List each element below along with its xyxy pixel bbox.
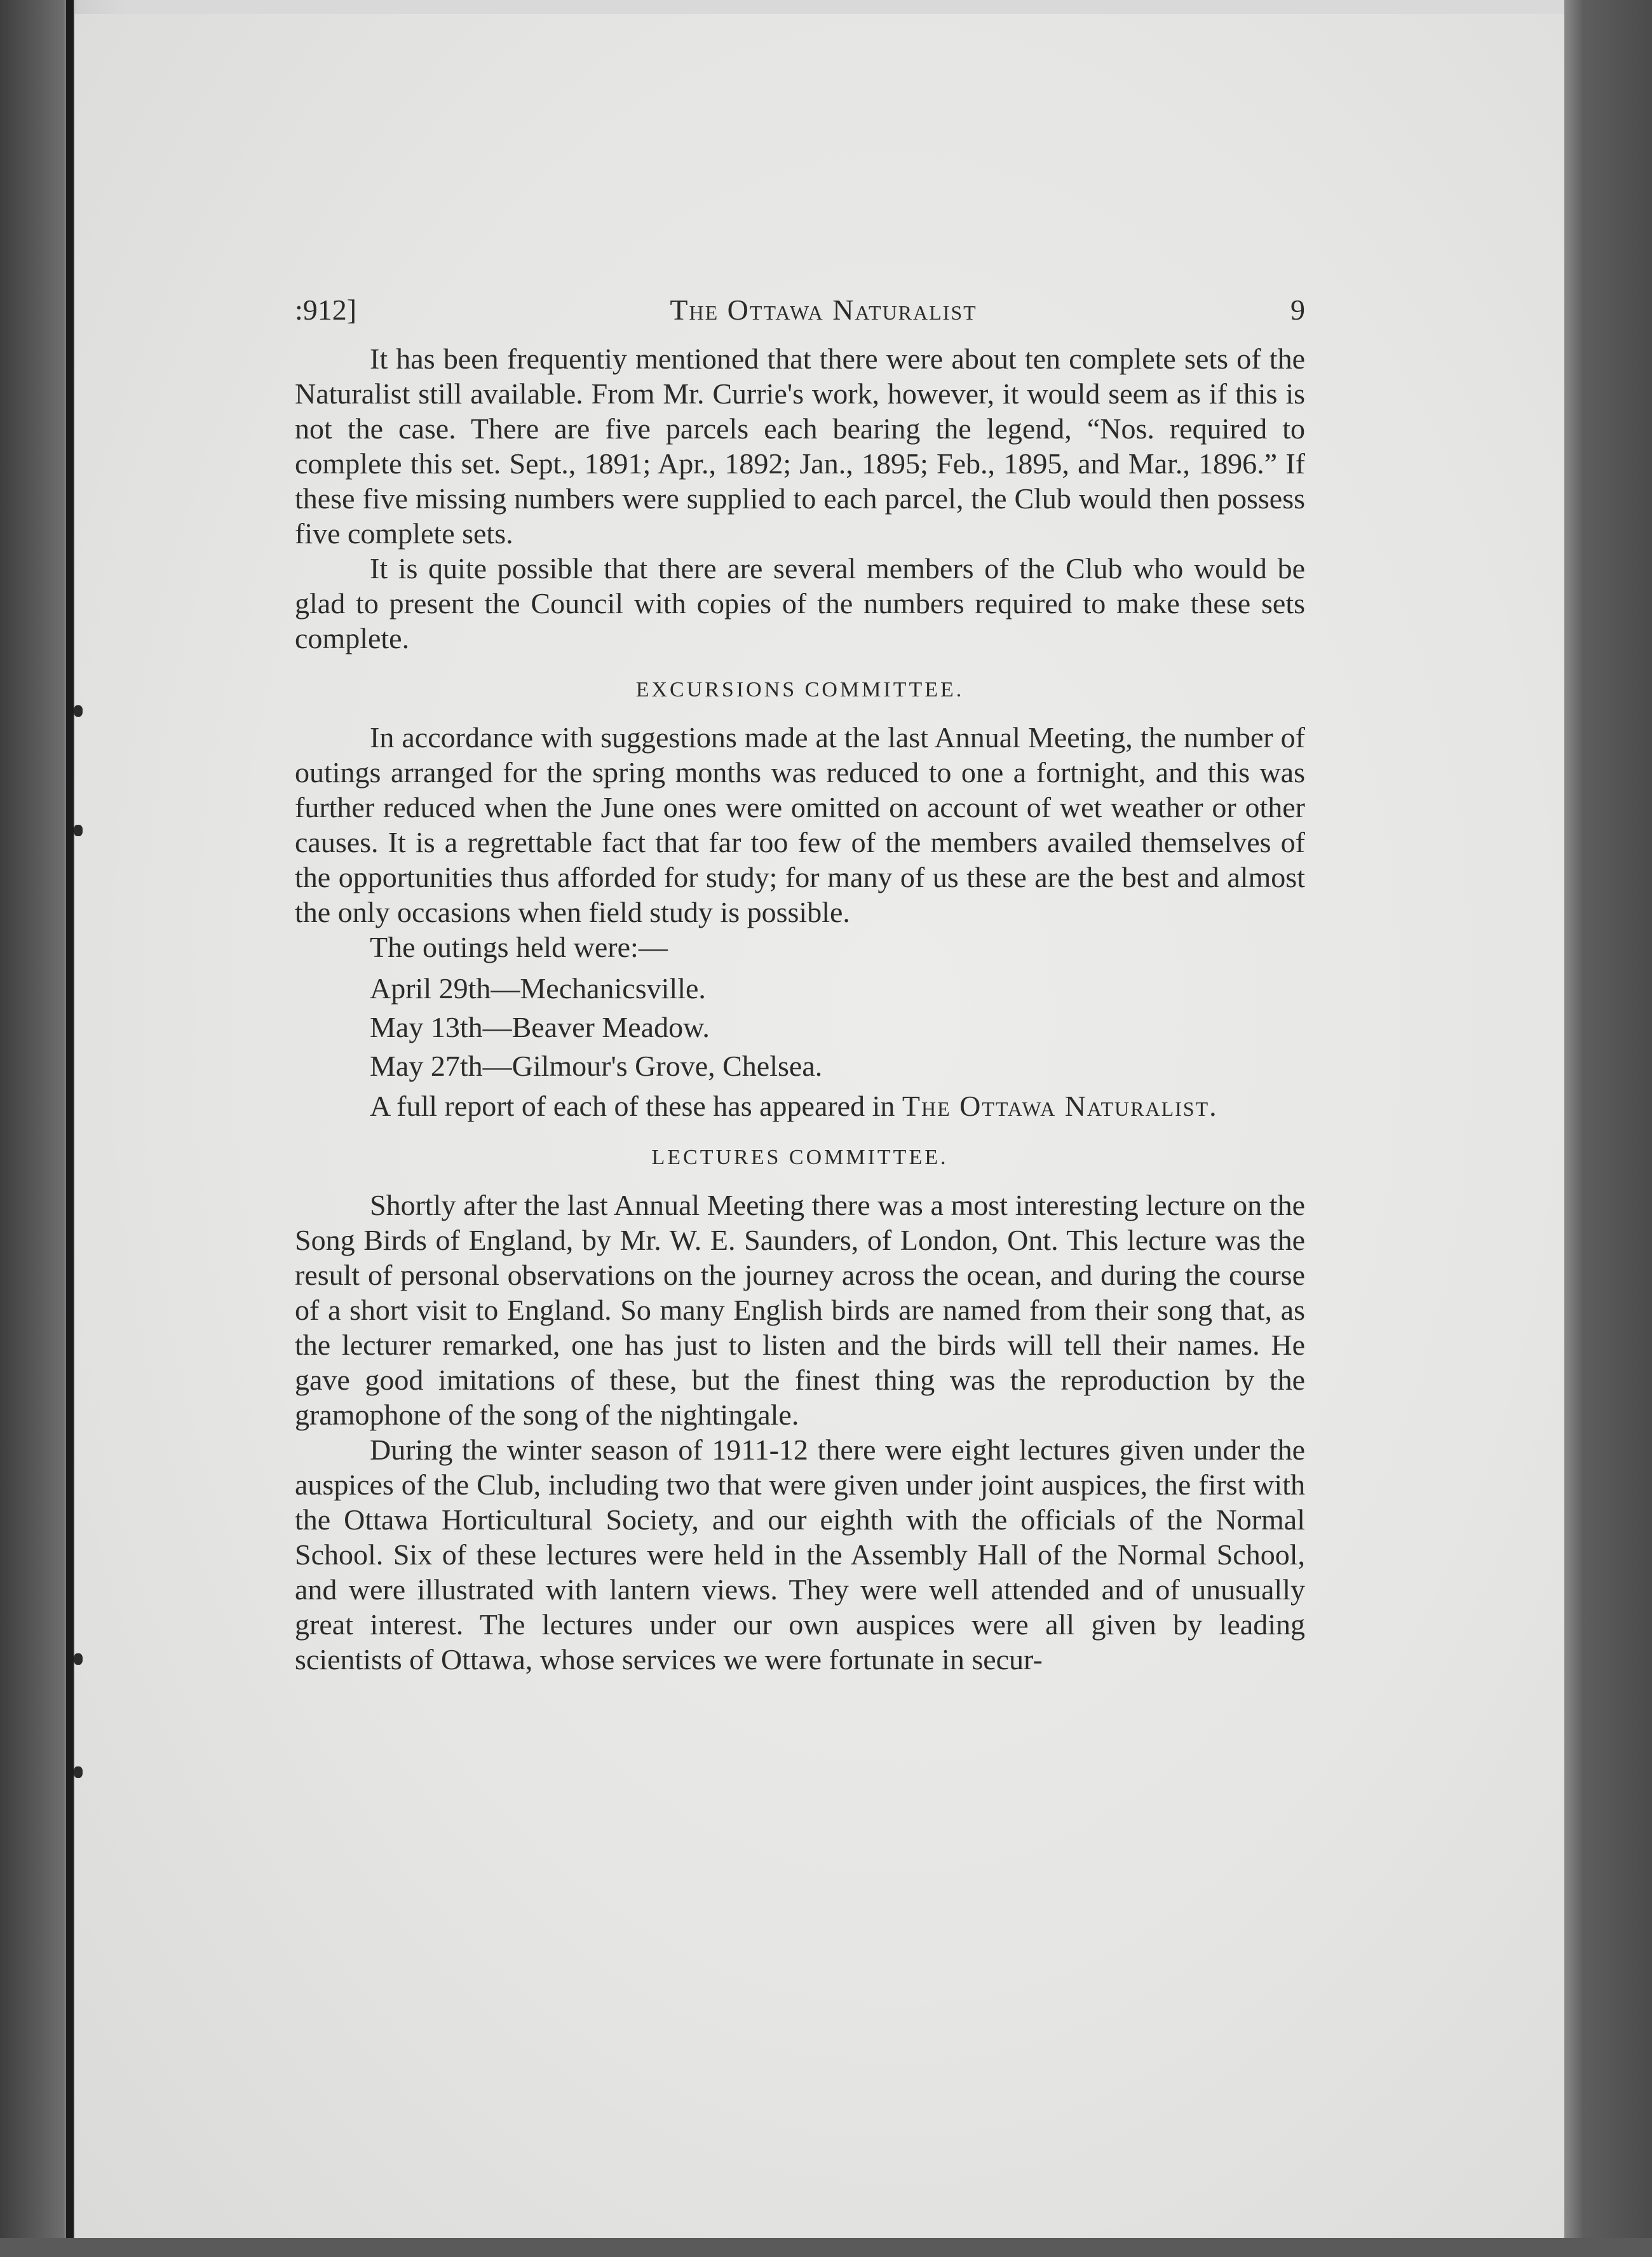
outings-intro: The outings held were:— <box>370 931 668 963</box>
running-head-year: :912] <box>295 294 357 326</box>
page-number: 9 <box>1290 294 1305 326</box>
journal-name: The Ottawa Naturalist. <box>902 1090 1218 1122</box>
lectures-heading: LECTURES COMMITTEE. <box>651 1146 949 1169</box>
margin-mark <box>74 825 83 836</box>
page-text <box>295 292 1305 1677</box>
sets-paragraph: It is quite possible that there are several members of the Club who would be glad to present the Council with copies of the numbers required to make these sets complete. <box>295 552 1305 654</box>
list-item: April 29th—Mechanicsville. <box>370 972 706 1005</box>
binding-edge <box>66 0 74 2257</box>
running-head-title: The Ottawa Naturalist <box>670 294 977 326</box>
report-text: A full report of each of these has appeared in <box>370 1090 895 1122</box>
scanner-bottom-edge <box>0 2238 1652 2257</box>
excursions-paragraph: In accordance with suggestions made at the last Annual Meeting, the number of outings arranged for the spring months was reduced to one a fortnight, and this was further reduced when the June ones were omitted on account of wet weather or other causes. It is a regrettable fact that far too few of the members availed themselves of the opportunities thus afforded for study; for many of us these are the best and almost the only occasions when field study is possible. <box>295 721 1305 928</box>
margin-mark <box>74 705 83 717</box>
list-item: May 27th—Gilmour's Grove, Chelsea. <box>370 1050 823 1082</box>
lectures-paragraph: Shortly after the last Annual Meeting there was a most interesting lecture on the Song Birds of England, by Mr. W. E. Saunders, of London, Ont. This lecture was the result of personal observations on the journey across the ocean, and during the course of a short visit to England. So many English birds are named from their song that, as the lecturer remarked, one has just to listen and the birds will tell their names. He gave good imitations of these, but the finest thing was the reproduction by the gramophone of the song of the nightingale. <box>295 1189 1305 1431</box>
report-note <box>295 1088 1305 1123</box>
lectures-paragraph: During the winter season of 1911-12 there were eight lectures given under the auspices of the Club, including two that were given under joint auspices, the first with the Ottawa Horticultural Society, and our eighth with the officials of the Normal School. Six of these lectures were held in the Assembly Hall of the Normal School, and were illustrated with lantern views. They were well attended and of unusually great interest. The lectures under our own auspices were all given by leading scientists of Ottawa, whose services we were fortunate in secur- <box>295 1434 1305 1676</box>
outings-list <box>295 971 1305 1083</box>
running-head <box>295 292 1305 327</box>
margin-mark <box>74 1766 83 1778</box>
sets-paragraph: It has been frequentiy mentioned that there were about ten complete sets of the Naturalist still available. From Mr. Currie's work, however, it would seem as if this is not the case. There are five parcels each bearing the legend, “Nos. required to complete this set. Sept., 1891; Apr., 1892; Jan., 1895; Feb., 1895, and Mar., 1896.” If these five missing numbers were supplied to each parcel, the Club would then possess five complete sets. <box>295 342 1305 550</box>
list-item: May 13th—Beaver Meadow. <box>370 1011 710 1043</box>
excursions-heading: EXCURSIONS COMMITTEE. <box>635 678 965 702</box>
scanner-right-edge <box>1564 0 1652 2257</box>
margin-mark <box>74 1653 83 1665</box>
